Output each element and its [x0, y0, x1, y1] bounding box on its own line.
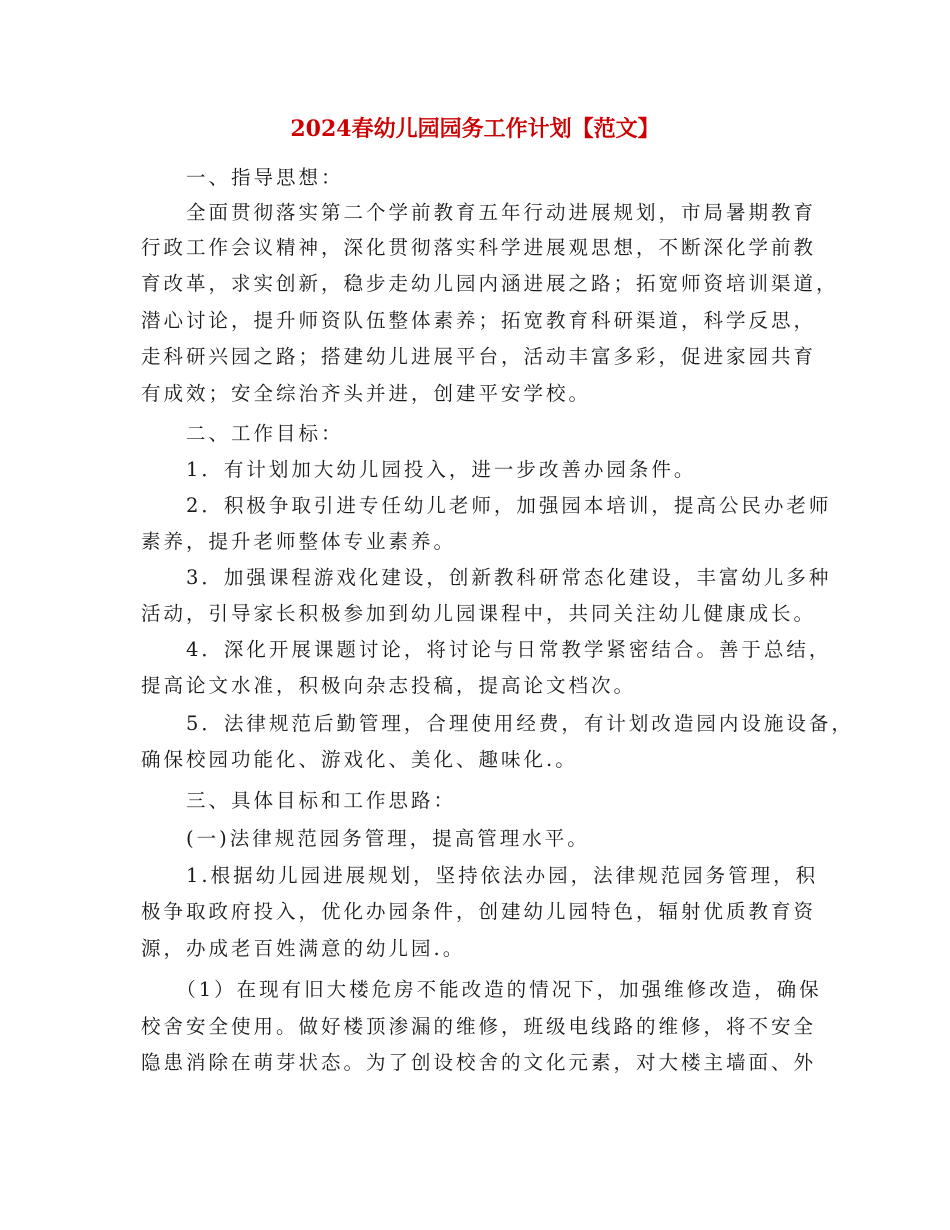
- paragraph-line: 有成效；安全综治齐头并进，创建平安学校。: [141, 382, 592, 405]
- paragraph-line: 走科研兴园之路；搭建幼儿进展平台，活动丰富多彩，促进家园共育: [141, 345, 817, 368]
- paragraph-line: 1．有计划加大幼儿园投入，进一步改善办园条件。: [141, 458, 697, 481]
- paragraph-line: 全面贯彻落实第二个学前教育五年行动进展规划，市局暑期教育: [141, 201, 817, 224]
- paragraph-line: 育改革，求实创新，稳步走幼儿园内涵进展之路；拓宽师资培训渠道，: [141, 272, 839, 295]
- paragraph-line: 潜心讨论，提升师资队伍整体素养；拓宽教育科研渠道，科学反思，: [141, 309, 817, 332]
- subheading-management: (一)法律规范园务管理，提高管理水平。: [141, 827, 590, 850]
- paragraph-line: 校舍安全使用。做好楼顶渗漏的维修，班级电线路的维修，将不安全: [141, 1015, 817, 1038]
- paragraph-line: 活动，引导家长积极参加到幼儿园课程中，共同关注幼儿健康成长。: [141, 602, 817, 625]
- heading-specific-goals: 三、具体目标和工作思路：: [141, 789, 457, 812]
- paragraph-line: 2．积极争取引进专任幼儿老师，加强园本培训，提高公民办老师: [141, 494, 832, 517]
- paragraph-line: 提高论文水准，积极向杂志投稿，提高论文档次。: [141, 674, 637, 697]
- paragraph-line: 极争取政府投入，优化办园条件，创建幼儿园特色，辐射优质教育资: [141, 900, 817, 923]
- document-title: 2024春幼儿园园务工作计划【范文】: [290, 116, 660, 142]
- paragraph-line: 4．深化开展课题讨论，将讨论与日常教学紧密结合。善于总结，: [141, 638, 832, 661]
- paragraph-line: 3．加强课程游戏化建设，创新教科研常态化建设，丰富幼儿多种: [141, 566, 832, 589]
- paragraph-line: 行政工作会议精神，深化贯彻落实科学进展观思想，不断深化学前教: [141, 236, 817, 259]
- paragraph-line: 素养，提升老师整体专业素养。: [141, 530, 457, 553]
- paragraph-line: （1）在现有旧大楼危房不能改造的情况下，加强维修改造，确保: [141, 978, 822, 1001]
- paragraph-line: 5．法律规范后勤管理，合理使用经费，有计划改造园内设施设备，: [141, 712, 854, 735]
- paragraph-line: 隐患消除在萌芽状态。为了创设校舍的文化元素，对大楼主墙面、外: [141, 1051, 817, 1074]
- paragraph-line: 确保校园功能化、游戏化、美化、趣味化.。: [141, 748, 578, 771]
- heading-guiding-thought: 一、指导思想：: [141, 166, 344, 189]
- paragraph-line: 1.根据幼儿园进展规划，坚持依法办园，法律规范园务管理，积: [141, 864, 819, 887]
- paragraph-line: 源，办成老百姓满意的幼儿园.。: [141, 937, 466, 960]
- heading-work-goals: 二、工作目标：: [141, 422, 344, 445]
